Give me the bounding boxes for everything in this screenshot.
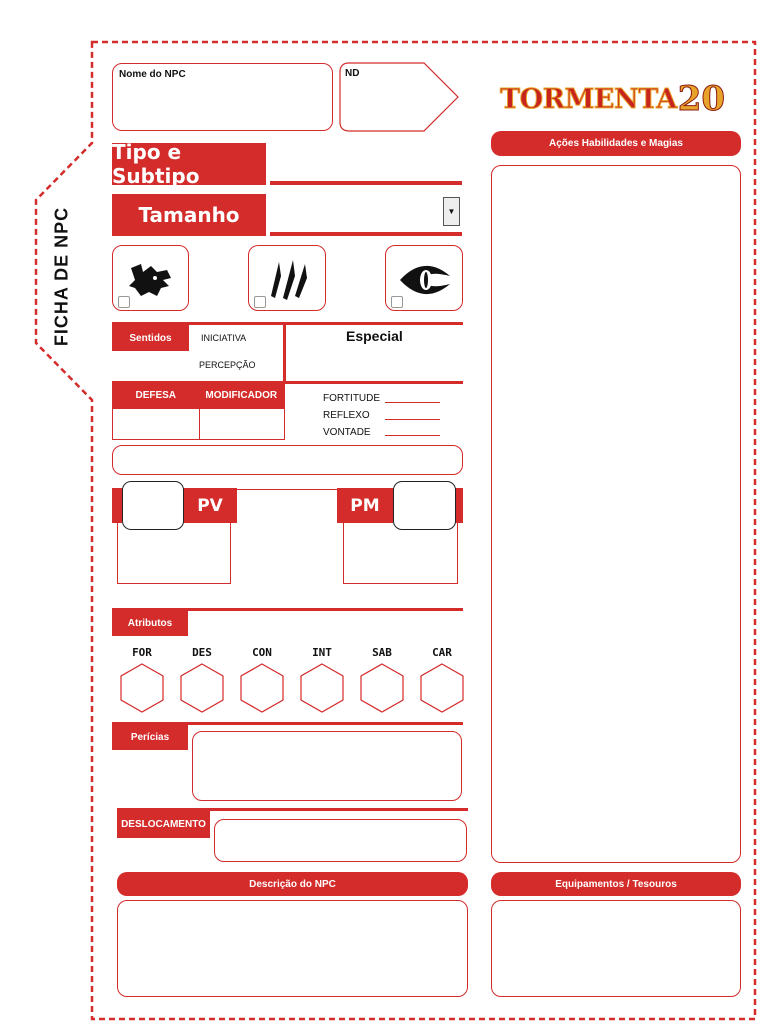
description-header: Descrição do NPC bbox=[117, 872, 468, 896]
pv-bracket bbox=[117, 523, 231, 584]
attribute-for[interactable]: FOR bbox=[117, 646, 177, 716]
pm-bracket bbox=[343, 523, 458, 584]
notes-field[interactable] bbox=[112, 445, 463, 475]
hp-left-stub bbox=[112, 490, 122, 523]
size-line bbox=[270, 232, 462, 236]
modifier-label: MODIFICADOR bbox=[205, 390, 278, 401]
attribute-des[interactable]: DES bbox=[177, 646, 237, 716]
pm-label: PM bbox=[337, 488, 393, 523]
hp-mid-line bbox=[237, 489, 337, 490]
tormenta20-logo: TORMENTA 20 bbox=[500, 79, 726, 119]
defense-label: DEFESA bbox=[135, 390, 177, 401]
nd-label: ND bbox=[345, 68, 360, 79]
mp-right-stub bbox=[455, 490, 463, 523]
skills-field[interactable] bbox=[192, 731, 462, 801]
attribute-hex bbox=[300, 663, 344, 713]
skills-label: Perícias bbox=[112, 725, 188, 750]
save-fortitude: FORTITUDE bbox=[323, 393, 381, 404]
type-label: Tipo e Subtipo bbox=[112, 143, 266, 185]
equipment-field[interactable] bbox=[491, 900, 741, 997]
defense-divider bbox=[199, 385, 200, 439]
save-will: VONTADE bbox=[323, 427, 371, 438]
size-label: Tamanho bbox=[112, 194, 266, 236]
save-will-line bbox=[385, 435, 440, 436]
attribute-sab[interactable]: SAB bbox=[357, 646, 417, 716]
creature-icon-box-claw[interactable] bbox=[248, 245, 326, 311]
perception-label: PERCEPÇÃO bbox=[199, 360, 256, 370]
attribute-hex bbox=[180, 663, 224, 713]
attribute-car[interactable]: CAR bbox=[417, 646, 477, 716]
creature-icon-box-eye[interactable] bbox=[385, 245, 463, 311]
chevron-down-icon: ▼ bbox=[447, 207, 456, 216]
senses-divider bbox=[283, 325, 286, 383]
movement-field[interactable] bbox=[214, 819, 467, 862]
senses-label: Sentidos bbox=[112, 325, 189, 351]
creature-icon-box-beast[interactable] bbox=[112, 245, 189, 311]
attribute-hex bbox=[360, 663, 404, 713]
save-fortitude-line bbox=[385, 402, 440, 403]
creature-checkbox-beast[interactable] bbox=[118, 296, 130, 308]
creature-checkbox-claw[interactable] bbox=[254, 296, 266, 308]
attribute-con[interactable]: CON bbox=[237, 646, 297, 716]
save-reflex-line bbox=[385, 419, 440, 420]
attributes-label: Atributos bbox=[112, 610, 188, 636]
attribute-hex bbox=[120, 663, 164, 713]
defense-box[interactable] bbox=[112, 384, 285, 440]
actions-field[interactable] bbox=[491, 165, 741, 863]
attribute-hex bbox=[240, 663, 284, 713]
attribute-int[interactable]: INT bbox=[297, 646, 357, 716]
type-line bbox=[270, 181, 462, 185]
npc-name-field[interactable] bbox=[112, 63, 333, 131]
pv-label: PV bbox=[183, 488, 237, 523]
save-reflex: REFLEXO bbox=[323, 410, 370, 421]
attribute-hex bbox=[420, 663, 464, 713]
npc-name-label: Nome do NPC bbox=[119, 69, 186, 80]
special-label: Especial bbox=[346, 328, 403, 344]
creature-checkbox-eye[interactable] bbox=[391, 296, 403, 308]
initiative-label: INICIATIVA bbox=[201, 333, 247, 343]
attributes-row bbox=[117, 646, 477, 716]
equipment-header: Equipamentos / Tesouros bbox=[491, 872, 741, 896]
movement-label: DESLOCAMENTO bbox=[117, 811, 210, 838]
actions-header: Ações Habilidades e Magias bbox=[491, 131, 741, 156]
description-field[interactable] bbox=[117, 900, 468, 997]
size-select[interactable] bbox=[443, 197, 460, 226]
